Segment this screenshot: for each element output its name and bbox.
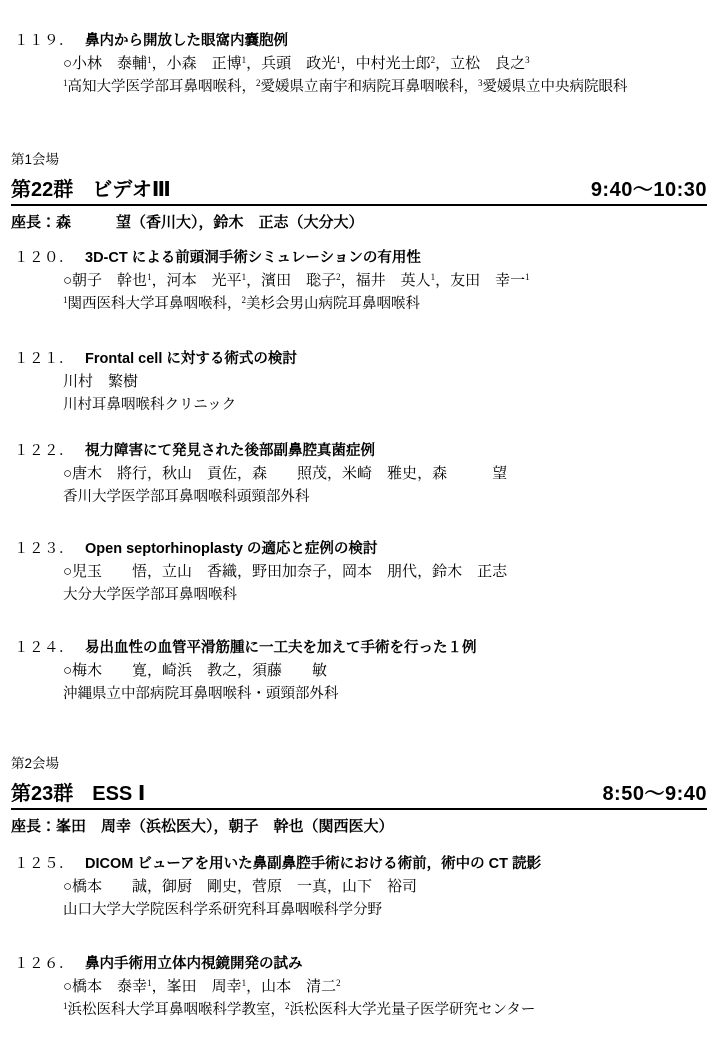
item-title: 視力障害にて発見された後部副鼻腔真菌症例 xyxy=(85,443,375,459)
session-section-1 xyxy=(11,151,707,233)
item-head xyxy=(14,853,708,876)
program-item-125 xyxy=(14,853,708,922)
program-item-126 xyxy=(14,953,708,1022)
item-authors: ○小林 泰輔$^1$，小森 正博$^1$，兵頭 政光$^1$，中村光士郎$^2$，立松 良之$^3$ xyxy=(63,55,530,72)
item-affiliation: 香川大学医学部耳鼻咽喉科頭頸部外科 xyxy=(63,489,310,505)
session-title: ESS Ⅰ xyxy=(92,783,146,805)
venue-label: 第1会場 xyxy=(11,152,60,167)
item-affiliation: $^1$関西医科大学耳鼻咽喉科，$^2$美杉会男山病院耳鼻咽喉科 xyxy=(63,295,420,312)
item-title: Frontal cell に対する術式の検討 xyxy=(85,351,297,367)
item-number: １２２． xyxy=(14,443,74,459)
program-item-124 xyxy=(14,637,708,706)
item-authors: ○唐木 將行，秋山 貢佐，森 照茂，米崎 雅史，森 望 xyxy=(63,466,508,482)
item-number: １２６． xyxy=(14,956,74,972)
item-affiliation: 沖縄県立中部病院耳鼻咽喉科・頭頸部外科 xyxy=(63,686,339,702)
item-head xyxy=(14,637,708,660)
item-title: 3D-CT による前頭洞手術シミュレーションの有用性 xyxy=(85,250,421,266)
session-header-row xyxy=(11,782,707,810)
session-group: 第22群 xyxy=(11,179,74,201)
item-title: DICOM ビューアを用いた鼻副鼻腔手術における術前，術中の CT 読影 xyxy=(85,856,542,872)
item-title: 易出血性の血管平滑筋腫に一工夫を加えて手術を行った１例 xyxy=(85,640,477,656)
session-group: 第23群 xyxy=(11,783,74,805)
item-head xyxy=(14,30,708,53)
item-authors: ○梅木 寛，崎浜 教之，須藤 敏 xyxy=(63,663,328,679)
venue-label: 第2会場 xyxy=(11,756,60,771)
program-item-122 xyxy=(14,440,708,509)
item-affiliation: 大分大学医学部耳鼻咽喉科 xyxy=(63,587,237,603)
item-title: 鼻内から開放した眼窩内嚢胞例 xyxy=(85,33,288,49)
session-chairs: 座長：森 望（香川大），鈴木 正志（大分大） xyxy=(11,214,364,231)
item-affiliation: 川村耳鼻咽喉科クリニック xyxy=(63,397,237,413)
item-authors: ○朝子 幹也$^1$，河本 光平$^1$，濱田 聡子$^2$，福井 英人$^1$，友田 幸一$^1$ xyxy=(63,272,530,289)
program-item-119 xyxy=(14,30,708,99)
item-number: １２４． xyxy=(14,640,74,656)
item-head xyxy=(14,247,708,270)
item-number: １２１． xyxy=(14,351,74,367)
item-authors: ○児玉 悟，立山 香織，野田加奈子，岡本 朋代，鈴木 正志 xyxy=(63,564,508,580)
session-heading xyxy=(11,178,171,202)
item-authors: ○橋本 誠，御厨 剛史，菅原 一真，山下 裕司 xyxy=(63,879,418,895)
session-chairs: 座長：峯田 周幸（浜松医大），朝子 幹也（関西医大） xyxy=(11,818,394,835)
session-section-2 xyxy=(11,755,707,837)
item-affiliation: $^1$浜松医科大学耳鼻咽喉科学教室，$^2$浜松医科大学光量子医学研究センター xyxy=(63,1001,536,1018)
program-item-120 xyxy=(14,247,708,316)
session-title: ビデオⅢ xyxy=(92,179,171,201)
item-number: １２３． xyxy=(14,541,74,557)
session-time: 9:40～10:30 xyxy=(590,179,707,201)
session-heading xyxy=(11,782,145,806)
item-head xyxy=(14,440,708,463)
item-number: １２５． xyxy=(14,856,74,872)
item-affiliation: 山口大学大学院医科学系研究科耳鼻咽喉科学分野 xyxy=(63,902,382,918)
session-header-row xyxy=(11,178,707,206)
item-number: １１９． xyxy=(14,33,74,49)
item-title: 鼻内手術用立体内視鏡開発の試み xyxy=(85,956,303,972)
item-number: １２０． xyxy=(14,250,74,266)
item-authors: ○橋本 泰幸$^1$，峯田 周幸$^1$，山本 清二$^2$ xyxy=(63,978,341,995)
item-head xyxy=(14,538,708,561)
program-item-121 xyxy=(14,348,708,417)
item-authors: 川村 繁樹 xyxy=(63,374,139,390)
program-item-123 xyxy=(14,538,708,607)
item-head xyxy=(14,348,708,371)
item-title: Open septorhinoplasty の適応と症例の検討 xyxy=(85,541,378,557)
item-affiliation: $^1$高知大学医学部耳鼻咽喉科，$^2$愛媛県立南宇和病院耳鼻咽喉科，$^3$愛媛県立中央病院眼科 xyxy=(63,78,628,95)
session-time: 8:50～9:40 xyxy=(602,783,707,805)
item-head xyxy=(14,953,708,976)
